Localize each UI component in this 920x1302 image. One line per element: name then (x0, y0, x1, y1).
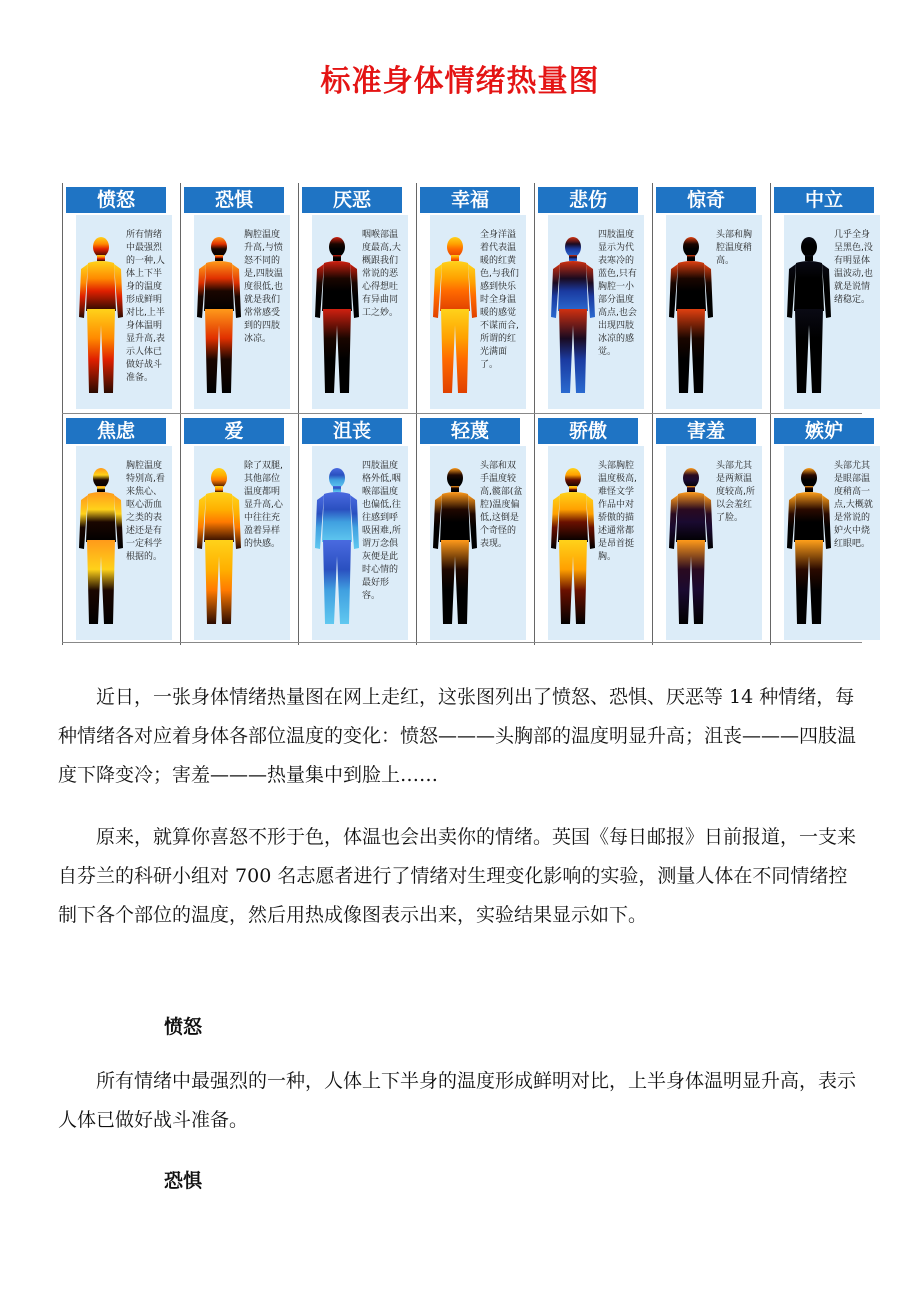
emotion-description: 头部和双手温度较高,髋部(盆腔)温度偏低,这倒是个奇怪的表现。 (480, 461, 523, 549)
body-silhouette-icon (784, 464, 834, 634)
emotion-description: 四肢温度格外低,咽喉部温度也偏低,往往感到呼吸困难,所谓万念俱灰便是此时心情的最好形容。 (362, 461, 401, 601)
body-silhouette-icon (548, 233, 598, 403)
emotion-label: 爱 (184, 418, 284, 444)
emotion-panel (784, 446, 880, 640)
emotion-heat-chart (62, 183, 873, 645)
anger-paragraph: 所有情绪中最强烈的一种，人体上下半身的温度形成鲜明对比，上半身体温明显升高，表示人体已做好战斗准备。 (58, 1070, 857, 1131)
emotion-cell (300, 416, 414, 642)
emotion-panel (666, 215, 762, 409)
emotion-label: 害羞 (656, 418, 756, 444)
body-silhouette-icon (76, 233, 126, 403)
emotion-label: 焦虑 (66, 418, 166, 444)
body-silhouette-icon (784, 233, 834, 403)
emotion-label: 轻蔑 (420, 418, 520, 444)
body-silhouette-icon (430, 464, 480, 634)
body-silhouette-icon (194, 464, 244, 634)
emotion-description: 所有情绪中最强烈的一种,人体上下半身的温度形成鲜明对比,上半身体温明显升高,表示人体已做好战斗准备。 (126, 230, 165, 383)
study-paragraph: 原来，就算你喜怒不形于色，体温也会出卖你的情绪。英国《每日邮报》日前报道，一支来自芬兰的科研小组对 700 名志愿者进行了情绪对生理变化影响的实验，测量人体在不同情绪控制下各个部位的温度，然后用热成像图表示出来，实验结果显示如下。 (58, 826, 857, 926)
emotion-cell (536, 185, 650, 411)
emotion-description: 胸腔温度特别高,看来焦心、呕心沥血之类的表述还是有一定科学根据的。 (126, 461, 165, 562)
emotion-cell (654, 416, 768, 642)
emotion-panel (548, 446, 644, 640)
emotion-description: 头部尤其是眼部温度稍高一点,大概就是常说的妒火中烧红眼吧。 (834, 461, 873, 549)
emotion-panel (666, 446, 762, 640)
emotion-panel (312, 446, 408, 640)
emotion-panel (76, 215, 172, 409)
emotion-label: 恐惧 (184, 187, 284, 213)
emotion-cell (772, 416, 886, 642)
emotion-panel (430, 215, 526, 409)
emotion-cell (536, 416, 650, 642)
emotion-label: 骄傲 (538, 418, 638, 444)
emotion-cell (182, 416, 296, 642)
emotion-panel (194, 446, 290, 640)
emotion-description: 除了双腿,其他部位温度都明显升高,心中往往充盈着异样的快感。 (244, 461, 283, 549)
grid-line (770, 183, 771, 645)
emotion-description: 头部尤其是两颊温度较高,所以会羞红了脸。 (716, 461, 755, 523)
emotion-cell (418, 416, 532, 642)
body-silhouette-icon (194, 233, 244, 403)
grid-line (652, 183, 653, 645)
body-silhouette-icon (312, 464, 362, 634)
emotion-description: 全身洋溢着代表温暖的红黄色,与我们感到快乐时全身温暖的感觉不谋而合,所谓的红光满面了。 (480, 230, 519, 370)
emotion-label: 愤怒 (66, 187, 166, 213)
grid-line (62, 413, 862, 414)
emotion-cell (772, 185, 886, 411)
emotion-panel (548, 215, 644, 409)
body-silhouette-icon (548, 464, 598, 634)
emotion-description: 胸腔温度升高,与愤怒不同的是,四肢温度很低,也就是我们常常感受到的四肢冰凉。 (244, 230, 283, 344)
emotion-cell (182, 185, 296, 411)
body-silhouette-icon (76, 464, 126, 634)
emotion-label: 惊奇 (656, 187, 756, 213)
emotion-description: 头部胸腔温度极高,难怪文学作品中对骄傲的描述通常都是昂首挺胸。 (598, 461, 637, 562)
grid-line (416, 183, 417, 645)
emotion-panel (430, 446, 526, 640)
section-heading-anger: 愤怒 (164, 1016, 203, 1038)
emotion-panel (76, 446, 172, 640)
grid-line (62, 642, 862, 643)
grid-line (534, 183, 535, 645)
emotion-panel (784, 215, 880, 409)
emotion-cell (64, 185, 178, 411)
body-silhouette-icon (312, 233, 362, 403)
body-silhouette-icon (666, 233, 716, 403)
section-heading-fear: 恐惧 (164, 1170, 203, 1192)
emotion-panel (312, 215, 408, 409)
emotion-description: 四肢温度显示为代表寒冷的蓝色,只有胸腔一小部分温度高点,也会出现四肢冰凉的感觉。 (598, 230, 637, 357)
emotion-description: 咽喉部温度最高,大概跟我们常说的恶心得想吐有异曲同工之妙。 (362, 230, 401, 318)
intro-paragraph: 近日，一张身体情绪热量图在网上走红，这张图列出了愤怒、恐惧、厌恶等 14 种情绪，每种情绪各对应着身体各部位温度的变化：愤怒———头胸部的温度明显升高；沮丧———四肢温度下降变冷；害羞———热量集中到脸上…… (58, 686, 857, 786)
emotion-cell (418, 185, 532, 411)
emotion-cell (64, 416, 178, 642)
emotion-label: 幸福 (420, 187, 520, 213)
emotion-panel (194, 215, 290, 409)
emotion-label: 悲伤 (538, 187, 638, 213)
grid-line (298, 183, 299, 645)
emotion-description: 头部和胸腔温度稍高。 (716, 230, 753, 266)
grid-line (62, 183, 63, 645)
grid-line (180, 183, 181, 645)
emotion-cell (654, 185, 768, 411)
emotion-label: 中立 (774, 187, 874, 213)
emotion-label: 嫉妒 (774, 418, 874, 444)
body-silhouette-icon (666, 464, 716, 634)
emotion-description: 几乎全身呈黑色,没有明显体温波动,也就是说情绪稳定。 (834, 230, 873, 305)
emotion-label: 沮丧 (302, 418, 402, 444)
emotion-cell (300, 185, 414, 411)
page-title: 标准身体情绪热量图 (320, 64, 600, 99)
body-silhouette-icon (430, 233, 480, 403)
emotion-label: 厌恶 (302, 187, 402, 213)
